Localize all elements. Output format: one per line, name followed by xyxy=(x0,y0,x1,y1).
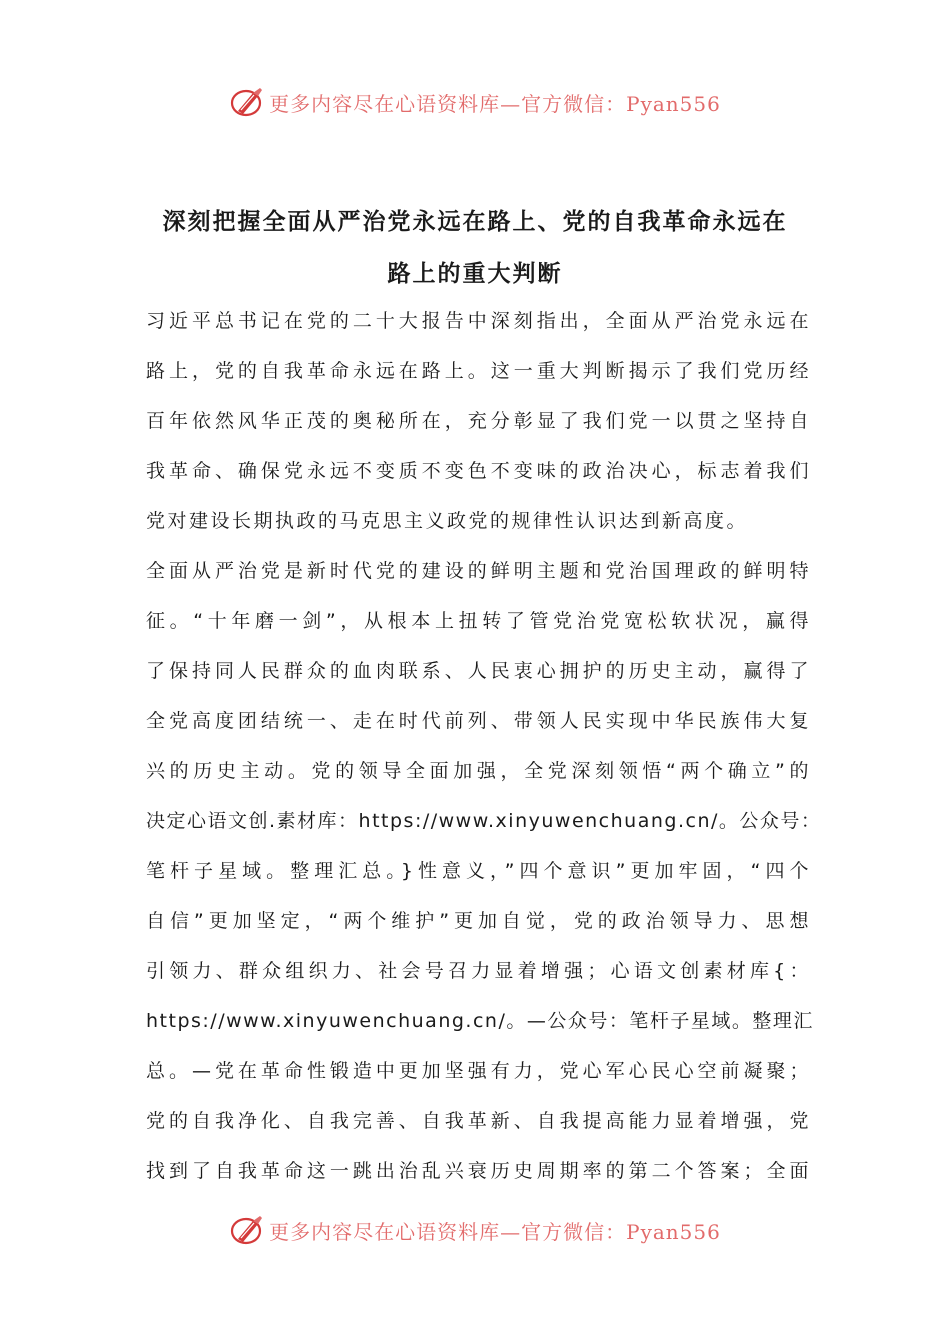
body-line: 引领力、群众组织力、社会号召力显着增强；心语文创素材库{： xyxy=(146,960,811,982)
body-line: 兴的历史主动。党的领导全面加强，全党深刻领悟“两个确立”的 xyxy=(146,760,811,782)
body-line: 自信”更加坚定，“两个维护”更加自觉，党的政治领导力、思想 xyxy=(146,910,811,932)
pen-nib-logo-icon xyxy=(229,84,265,120)
body-line: 党的自我净化、自我完善、自我革新、自我提高能力显着增强，党 xyxy=(146,1110,811,1132)
banner-text: 更多内容尽在心语资料库—官方微信：Pyan556 xyxy=(269,91,721,116)
document-title xyxy=(140,196,810,300)
body-line: 全党高度团结统一、走在时代前列、带领人民实现中华民族伟大复 xyxy=(146,710,811,732)
body-line: 习近平总书记在党的二十大报告中深刻指出，全面从严治党永远在 xyxy=(146,310,811,332)
footer-banner xyxy=(0,1210,950,1250)
header-banner xyxy=(0,82,950,122)
body-line: 笔杆子星域。整理汇总。}性意义，”四个意识”更加牢固，“四个 xyxy=(146,860,811,882)
document-title-line-2: 路上的重大判断 xyxy=(387,261,563,287)
document-body xyxy=(146,296,822,1196)
pen-nib-logo-icon xyxy=(229,1212,265,1248)
body-line: 了保持同人民群众的血肉联系、人民衷心拥护的历史主动，赢得了 xyxy=(146,660,811,682)
body-line: 全面从严治党是新时代党的建设的鲜明主题和党治国理政的鲜明特 xyxy=(146,560,811,582)
body-line: 路上，党的自我革命永远在路上。这一重大判断揭示了我们党历经 xyxy=(146,360,811,382)
body-line: 征。“十年磨一剑”，从根本上扭转了管党治党宽松软状况，赢得 xyxy=(146,610,811,632)
body-line: 找到了自我革命这一跳出治乱兴衰历史周期率的第二个答案；全面 xyxy=(146,1160,811,1182)
body-line-link: https://www.xinyuwenchuang.cn/。—公众号：笔杆子星域。整理汇 xyxy=(146,1010,814,1032)
body-line-link: 决定心语文创.素材库：https://www.xinyuwenchuang.cn/。公众号： xyxy=(146,810,822,832)
document-title-line-1: 深刻把握全面从严治党永远在路上、党的自我革命永远在 xyxy=(162,209,788,235)
body-line: 党对建设长期执政的马克思主义政党的规律性认识达到新高度。 xyxy=(146,510,749,532)
body-line: 我革命、确保党永远不变质不变色不变味的政治决心，标志着我们 xyxy=(146,460,811,482)
body-line: 总。—党在革命性锻造中更加坚强有力，党心军心民心空前凝聚； xyxy=(146,1060,811,1082)
body-line: 百年依然风华正茂的奥秘所在，充分彰显了我们党一以贯之坚持自 xyxy=(146,410,811,432)
banner-text: 更多内容尽在心语资料库—官方微信：Pyan556 xyxy=(269,1219,721,1244)
